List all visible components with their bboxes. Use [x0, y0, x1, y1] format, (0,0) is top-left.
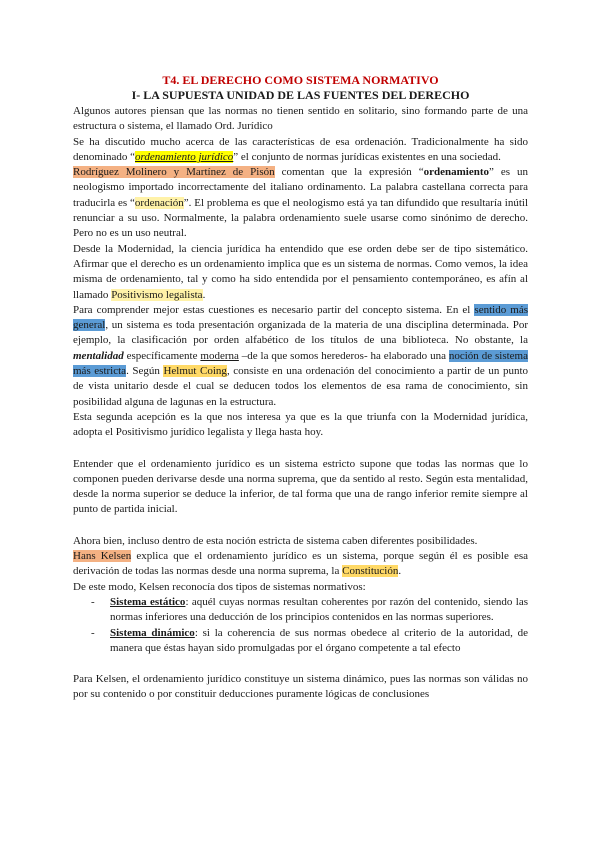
highlight-hans-kelsen: Hans Kelsen	[73, 550, 132, 563]
highlight-nocion-estricta: noción de sistema más estricta	[73, 349, 528, 378]
term-ordenamiento: ordenamiento	[423, 166, 490, 179]
highlight-sentido-general: sentido más general	[73, 303, 528, 332]
spacer	[73, 441, 528, 457]
paragraph-posibilidades: Ahora bien, incluso dentro de esta noción estricta de sistema caben diferentes posibilidades.	[73, 534, 478, 547]
paragraph-sistema: Para comprender mejor estas cuestiones es necesario partir del concepto sistema. En el sentido más general, un sistema es toda presentación organizada de la materia de una disciplina determinada. Por ejemplo, la clasificación por orden alfabético de los títulos de una biblioteca. No obstante, la mentalidad específicamente moderna –de la que somos herederos- ha elaborado una noción de sistema más estricta. Según Helmut Coing, consiste en una ordenación del conocimiento a partir de un punto de vista unitario desde el cual se deducen todos los elementos de esa rama de conocimiento, sin posibilidad alguna de lagunas en la estructura.	[73, 303, 529, 408]
term-mentalidad: mentalidad	[73, 349, 124, 362]
term-moderna: moderna	[200, 349, 239, 362]
list-item: - Sistema estático: aquél cuyas normas resultan coherentes por razón del contenido, siendo las normas inferiores una deducción de los principios contenidos en las normas superiores.	[91, 595, 528, 624]
paragraph-kelsen-dinamico: Para Kelsen, el ordenamiento jurídico constituye un sistema dinámico, pues las normas son válidas no por su contenido o por constituir deducciones puramente lógicas de conclusiones	[73, 673, 528, 701]
paragraph-neologismo: Rodríguez Molinero y Martínez de Pisón comentan que la expresión “ordenamiento” es un neologismo importado incorrectamente del italiano ordinamento. La palabra castellana correcta para traducirla es “ordenación”. El problema es que el neologismo está ya tan difundido que resultaría inútil renunciar a su uso. Normalmente, la palabra ordenamiento suele usarse como sinónimo de derecho. Pero no es un uso neutral.	[73, 166, 528, 240]
highlight-authors: Rodríguez Molinero y Martínez de Pisón	[73, 166, 275, 179]
list-item: - Sistema dinámico: si la coherencia de sus normas obedece al criterio de la autoridad, de manera que éstas hayan sido promulgadas por el órgano competente a tal efecto	[91, 626, 528, 654]
highlight-helmut-coing: Helmut Coing	[163, 365, 227, 378]
paragraph-tipos: De este modo, Kelsen reconocía dos tipos de sistemas normativos:	[73, 580, 366, 593]
term-sistema-dinamico: Sistema dinámico	[110, 626, 195, 639]
sistemas-list	[73, 595, 528, 656]
highlight-ordenacion: ordenación	[134, 196, 184, 209]
page-title: T4. EL DERECHO COMO SISTEMA NORMATIVO	[162, 73, 439, 87]
paragraph-sistema-estricto: Entender que el ordenamiento jurídico es un sistema estricto supone que todas las normas que lo componen pueden derivarse desde una norma suprema, que da sentido al resto. Según esta mentalidad, desde la norma superior se deduce la inferior, de tal forma que una de rango inferior remite siempre al punto de partida inicial.	[73, 457, 528, 516]
list-dash: -	[91, 595, 95, 608]
paragraph-kelsen: Hans Kelsen explica que el ordenamiento jurídico es un sistema, porque según él es posible esa derivación de todas las normas desde una norma suprema, la Constitución.	[73, 550, 529, 578]
paragraph-intro: Algunos autores piensan que las normas no tienen sentido en solitario, sino formando parte de una estructura o sistema, el llamado Ord. Jurídico	[73, 105, 528, 133]
paragraph-ordenacion: Se ha discutido mucho acerca de las características de esa ordenación. Tradicionalmente ha sido denominado “ordenamiento jurídico” el conjunto de normas jurídicas existentes en una sociedad.	[73, 135, 528, 163]
highlight-constitucion: Constitución	[342, 565, 399, 578]
highlight-ordenamiento-juridico: ordenamiento jurídico	[135, 150, 234, 163]
list-dash: -	[91, 626, 95, 639]
paragraph-modernidad: Desde la Modernidad, la ciencia jurídica ha entendido que ese orden debe ser de tipo sistemático. Afirmar que el derecho es un ordenamiento implica que es un sistema de normas. Como vemos, la idea misma de ordenamiento, tal y como ha sido entendida por el pensamiento contemporáneo, es afín al llamado Positivismo legalista.	[73, 242, 528, 301]
document-page	[73, 73, 528, 703]
term-sistema-estatico: Sistema estático	[110, 595, 186, 608]
highlight-positivismo: Positivismo legalista	[111, 288, 203, 301]
paragraph-segunda-acepcion: Esta segunda acepción es la que nos interesa ya que es la que triunfa con la Modernidad jurídica, adopta el Positivismo jurídico legalista y llega hasta hoy.	[73, 410, 528, 439]
spacer	[73, 518, 528, 534]
section-heading: I- LA SUPUESTA UNIDAD DE LAS FUENTES DEL DERECHO	[131, 88, 470, 102]
spacer	[73, 656, 528, 672]
